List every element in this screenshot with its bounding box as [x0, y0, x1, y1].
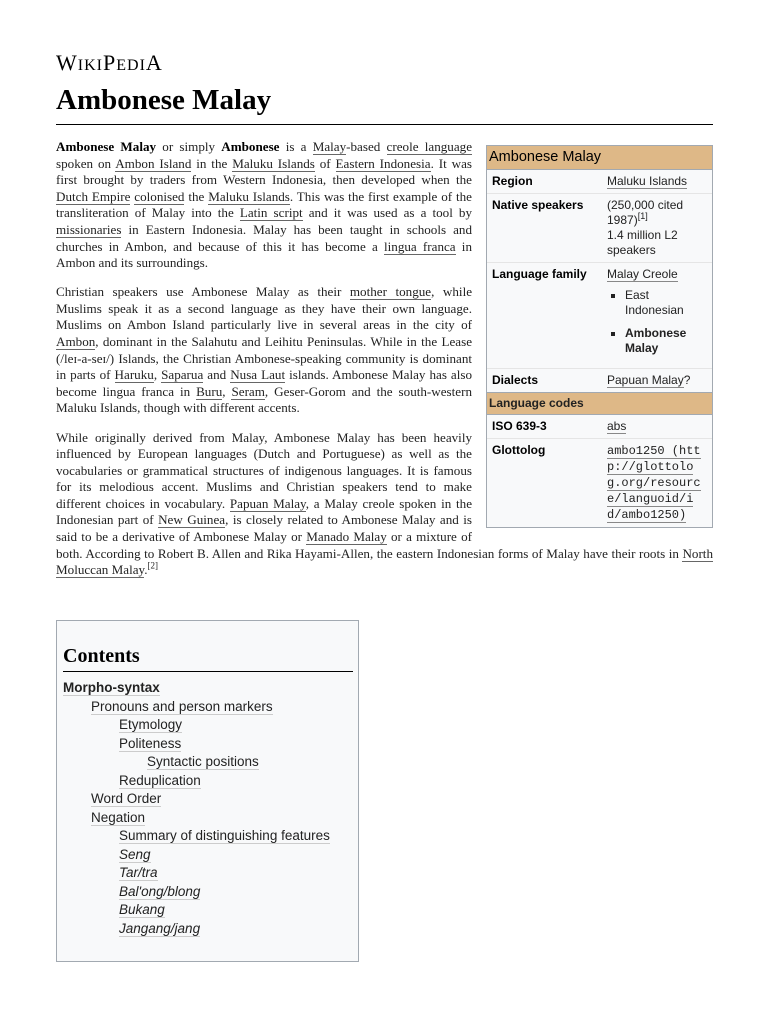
page-title: Ambonese Malay [56, 84, 272, 116]
infobox-row-dialects: Dialects Papuan Malay? [487, 369, 712, 393]
toc-item-negation[interactable]: Negation [91, 809, 146, 825]
link-latin-script[interactable]: Latin script [239, 205, 303, 221]
toc-item-syntactic-positions[interactable]: Syntactic positions [147, 754, 259, 769]
region-link[interactable]: Maluku Islands [607, 174, 688, 188]
link-north-moluccan-malay[interactable]: North Moluccan Malay [56, 545, 713, 578]
infobox-row-region: Region Maluku Islands [487, 170, 712, 194]
infobox [486, 145, 713, 528]
toc-item-tar-tra[interactable]: Tar/tra [119, 865, 158, 880]
toc-item-bukang[interactable]: Bukang [119, 902, 165, 917]
infobox-row-iso: ISO 639-3 abs [487, 415, 712, 439]
link-papuan-malay[interactable]: Papuan Malay [229, 495, 306, 511]
toc-item-balong-blong[interactable]: Bal'ong/blong [119, 883, 201, 899]
link-mother-tongue[interactable]: mother tongue [349, 284, 432, 300]
link-saparua[interactable]: Saparua [161, 367, 204, 383]
link-creole-language[interactable]: creole language [386, 139, 473, 154]
toc-item-seng[interactable]: Seng [119, 846, 151, 862]
wikipedia-wordmark[interactable]: WIKIPEDIA [56, 50, 163, 75]
iso-link[interactable]: abs [607, 419, 627, 433]
link-buru[interactable]: Buru [196, 383, 223, 399]
dialect-link[interactable]: Papuan Malay [607, 373, 684, 387]
language-codes-header: Language codes [487, 393, 712, 415]
link-nusa-laut[interactable]: Nusa Laut [230, 367, 286, 383]
table-of-contents [56, 620, 359, 962]
ref-1[interactable]: [1] [637, 211, 648, 221]
toc-item-pronouns[interactable]: Pronouns and person markers [91, 698, 273, 714]
toc-title: Contents [63, 645, 353, 672]
infobox-row-glottolog: Glottolog ambo1250 (http://glottolog.org/resource/languoid/id/ambo1250) [487, 439, 712, 528]
link-colonised[interactable]: colonised [134, 188, 185, 204]
family-sub-east-indonesian: ▪ East Indonesian [625, 288, 707, 318]
link-eastern-indonesia[interactable]: Eastern Indonesia [335, 155, 431, 171]
family-sub-ambonese: ▪ Ambonese Malay [625, 326, 707, 356]
title-divider [56, 124, 713, 125]
glottolog-link[interactable]: ambo1250 (http://glottolog.org/resource/languoid/id/ambo1250) [607, 444, 701, 522]
link-maluku-islands-2[interactable]: Maluku Islands [208, 188, 290, 204]
infobox-title: Ambonese Malay [487, 146, 712, 170]
link-seram[interactable]: Seram [231, 383, 265, 399]
link-maluku-islands[interactable]: Maluku Islands [232, 155, 315, 171]
toc-item-morpho-syntax[interactable]: Morpho-syntax [63, 680, 160, 695]
infobox-row-family: Language family Malay Creole ▪ East Indonesian ▪ Ambonese Malay [487, 263, 712, 369]
paragraph-influences: While originally derived from Malay, Ambonese Malay has been heavily influenced by European languages (Dutch and Portuguese) as well as the vocabularies or grammatical structures of indigenous languages. It is famous for its melodious accent. Muslims and Christian speakers tend to make different choices in vocabulary. Papuan Malay, a Malay creole spoken in the Indonesian part of New Guinea, is closely related to Ambonese Malay and is said to be a derivative of Ambonese Malay or Manado Malay or a mixture of both. According to Robert B. Allen and Rika Hayami-Allen, the eastern Indonesian forms of Malay have their roots in North Moluccan Malay.[2] [56, 429, 713, 578]
article-body [56, 139, 713, 591]
toc-item-jangang-jang[interactable]: Jangang/jang [119, 920, 201, 936]
link-new-guinea[interactable]: New Guinea [158, 512, 226, 528]
toc-item-politeness[interactable]: Politeness [119, 735, 182, 751]
toc-item-etymology[interactable]: Etymology [119, 717, 183, 732]
family-link[interactable]: Malay Creole [607, 267, 678, 281]
link-ambon-island[interactable]: Ambon Island [115, 155, 192, 171]
toc-item-word-order[interactable]: Word Order [91, 791, 162, 806]
link-lingua-franca[interactable]: lingua franca [384, 238, 456, 254]
link-ambon[interactable]: Ambon [56, 334, 96, 350]
link-missionaries[interactable]: missionaries [56, 221, 122, 237]
toc-item-reduplication[interactable]: Reduplication [119, 772, 201, 788]
infobox-row-speakers: Native speakers (250,000 cited 1987)[1] 1.4 million L2 speakers [487, 194, 712, 263]
link-haruku[interactable]: Haruku [114, 367, 154, 383]
link-manado-malay[interactable]: Manado Malay [306, 529, 387, 545]
toc-item-summary[interactable]: Summary of distinguishing features [119, 828, 330, 843]
link-malay[interactable]: Malay [312, 139, 347, 154]
toc-list [63, 680, 357, 939]
link-dutch-empire[interactable]: Dutch Empire [56, 188, 131, 204]
ref-2[interactable]: [2] [147, 560, 159, 571]
paragraph-speakers: Christian speakers use Ambonese Malay as their mother tongue, while Muslims speak it as a second language as they have their own language. Muslims on Ambon Island particularly live in several areas in the city of Ambon, dominant in the Salahutu and Leihitu Peninsulas. While in the Lease (/leɪ-a-seɪ/) Islands, the Christian Ambonese-speaking community is dominant in parts of Haruku, Saparua and Nusa Laut islands. Ambonese Malay has also become lingua franca in Buru, Seram, Geser-Gorom and the south-western Maluku Islands, though with different accents. [56, 284, 473, 416]
paragraph-intro: Ambonese Malay or simply Ambonese is a Malay-based creole language spoken on Ambon Island in the Maluku Islands of Eastern Indonesia. It was first brought by traders from Western Indonesia, then developed when the Dutch Empire colonised the Maluku Islands. This was the first example of the transliteration of Malay into the Latin script and it was used as a tool by missionaries in Eastern Indonesia. Malay has been taught in schools and churches in Ambon, and because of this it has become a lingua franca in Ambon and its surroundings. [56, 139, 473, 271]
